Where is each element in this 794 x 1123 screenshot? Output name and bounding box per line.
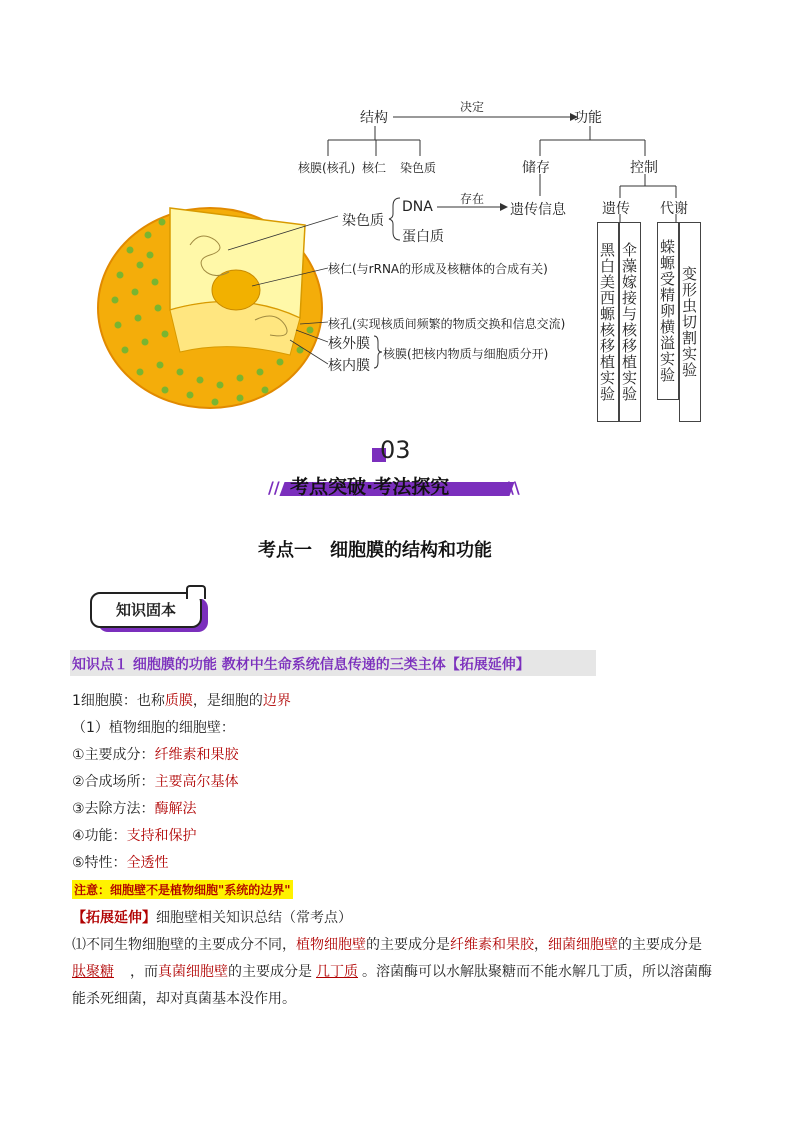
line-3: ①主要成分：纤维素和果胶 — [72, 747, 239, 763]
node-metabolism: 代谢 — [660, 201, 688, 217]
paragraph-line-3: 能杀死细菌，却对真菌基本没作用。 — [72, 991, 296, 1007]
label-chromatin: 染色质 — [342, 213, 384, 229]
section-right-slashes: \\ — [508, 478, 520, 497]
label-inner-membrane: 核内膜 — [328, 358, 370, 374]
badge-knowledge: 知识固本 — [90, 592, 202, 628]
section-title: 考点突破·考法探究 — [290, 476, 450, 498]
node-heredity: 遗传 — [602, 201, 630, 217]
label-protein: 蛋白质 — [402, 229, 444, 245]
line-2: （1）植物细胞的细胞壁： — [72, 720, 235, 736]
badge-clip — [186, 585, 206, 599]
label-exist: 存在 — [460, 192, 485, 206]
node-chromatin: 染色质 — [400, 161, 437, 175]
node-control: 控制 — [630, 160, 658, 176]
section-number: 03 — [380, 436, 411, 464]
paragraph-line-2: 肽聚糖 ，而真菌细胞壁的主要成分是 几丁质 。溶菌酶可以水解肽聚糖而不能水解几丁质，所以溶菌酶 — [72, 964, 712, 980]
node-function: 功能 — [574, 110, 602, 126]
node-nucleolus: 核仁 — [362, 161, 387, 175]
vbox-metabolism-1: 蝾螈受精卵横溢实验 — [657, 222, 679, 400]
node-storage: 储存 — [522, 160, 550, 176]
node-nuclear-membrane: 核膜(核孔) — [298, 161, 356, 175]
vbox-heredity-2: 伞藻嫁接与核移植实验 — [619, 222, 641, 422]
line-7: ⑤特性：全透性 — [72, 855, 169, 871]
label-membrane-note: 核膜(把核内物质与细胞质分开) — [383, 347, 549, 361]
vbox-metabolism-2: 变形虫切割实验 — [679, 222, 701, 422]
label-dna: DNA — [402, 199, 433, 215]
label-nucleolus-note: 核仁(与rRNA的形成及核糖体的合成有关) — [328, 262, 548, 276]
node-structure: 结构 — [360, 110, 388, 126]
line-6: ④功能：支持和保护 — [72, 828, 197, 844]
label-pore-note: 核孔(实现核质间频繁的物质交换和信息交流) — [328, 317, 566, 331]
label-outer-membrane: 核外膜 — [328, 336, 370, 352]
note-highlight: 注意：细胞壁不是植物细胞"系统的边界" — [72, 880, 293, 899]
line-5: ③去除方法：酶解法 — [72, 801, 197, 817]
section-left-slashes: // — [268, 478, 280, 497]
line-4: ②合成场所：主要高尔基体 — [72, 774, 239, 790]
cell-illustration — [98, 208, 382, 408]
vbox-heredity-1: 黑白美西螈核移植实验 — [597, 222, 619, 422]
knowledge-point-title: 知识点１ 细胞膜的功能 教材中生命系统信息传递的三类主体【拓展延伸】 — [72, 657, 530, 673]
topic-title: 考点一 细胞膜的结构和功能 — [258, 540, 492, 561]
label-decide: 决定 — [460, 100, 485, 114]
paragraph-line-1: ⑴不同生物细胞壁的主要成分不同，植物细胞壁的主要成分是纤维素和果胶，细菌细胞壁的主要成分是 — [72, 937, 702, 953]
line-1: 1细胞膜：也称质膜，是细胞的边界 — [72, 693, 291, 709]
ext-heading: 【拓展延伸】细胞壁相关知识总结（常考点） — [72, 910, 352, 926]
node-genetic-info: 遗传信息 — [510, 202, 566, 218]
